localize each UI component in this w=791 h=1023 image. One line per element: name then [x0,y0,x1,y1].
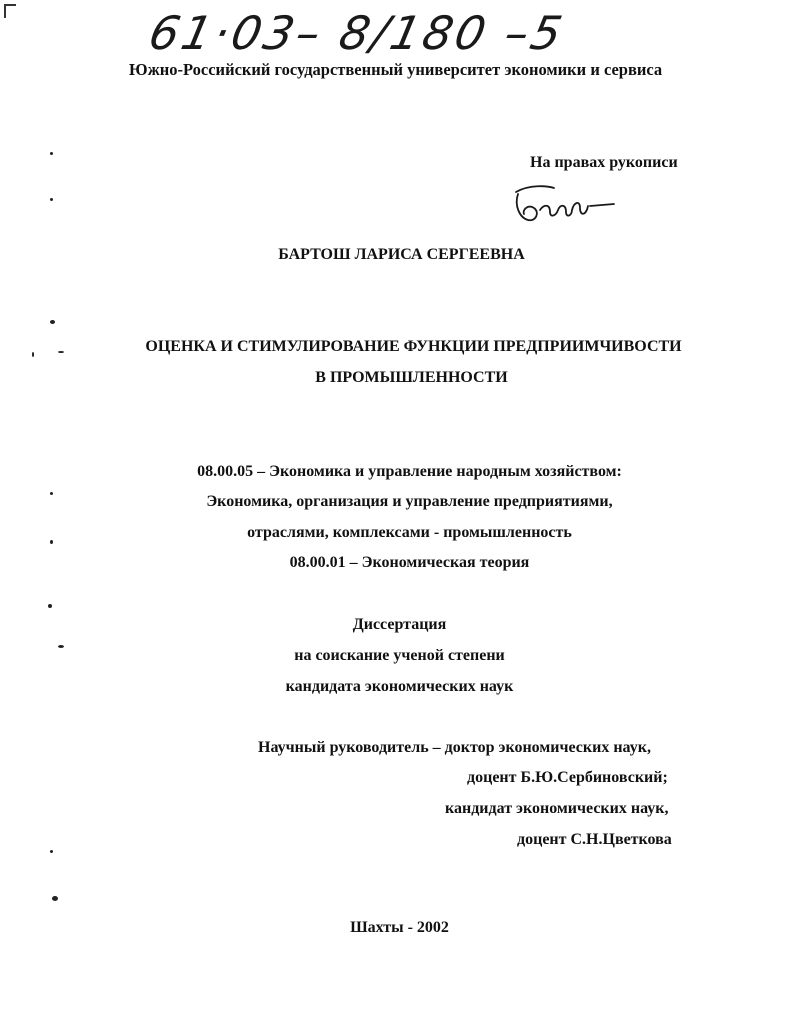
supervisor-line-1: Научный руководитель – доктор экономических наук, [258,739,651,756]
specialty-line-4: 08.00.01 – Экономическая теория [289,554,530,571]
specialty-line-2: Экономика, организация и управление предприятиями, [206,493,613,510]
scan-speck [32,352,34,357]
supervisor-line-2: доцент Б.Ю.Сербиновский; [467,769,668,786]
supervisor-line-4: доцент С.Н.Цветкова [517,831,672,848]
supervisor-line-3: кандидат экономических наук, [445,800,669,817]
degree-line-3: кандидата экономических наук [285,678,514,695]
scan-speck [58,645,64,648]
scan-speck [50,540,53,544]
scan-speck [50,152,53,155]
scan-speck [48,604,52,608]
author-name: БАРТОШ ЛАРИСА СЕРГЕЕВНА [278,246,525,263]
dissertation-title-line2: В ПРОМЫШЛЕННОСТИ [315,369,508,386]
scan-speck [50,492,53,495]
rights-note: На правах рукописи [530,154,678,171]
scan-speck [58,351,64,353]
degree-line-1: Диссертация [352,616,447,633]
place-year: Шахты - 2002 [350,919,449,936]
archive-code-handwritten: 61·03– 8/180 –5 [144,6,570,60]
corner-mark [4,4,16,6]
signature [510,182,620,228]
degree-line-2: на соискание ученой степени [294,647,505,664]
corner-mark [4,4,6,18]
scan-speck [52,896,58,901]
scan-speck [50,850,53,853]
scan-speck [50,198,53,201]
scan-speck [50,320,55,324]
university-name: Южно-Российский государственный университет экономики и сервиса [129,60,663,79]
specialty-line-1: 08.00.05 – Экономика и управление народным хозяйством: [197,463,622,480]
dissertation-title-line1: ОЦЕНКА И СТИМУЛИРОВАНИЕ ФУНКЦИИ ПРЕДПРИИМЧИВОСТИ [145,338,682,355]
specialty-line-3: отраслями, комплексами - промышленность [247,524,572,541]
